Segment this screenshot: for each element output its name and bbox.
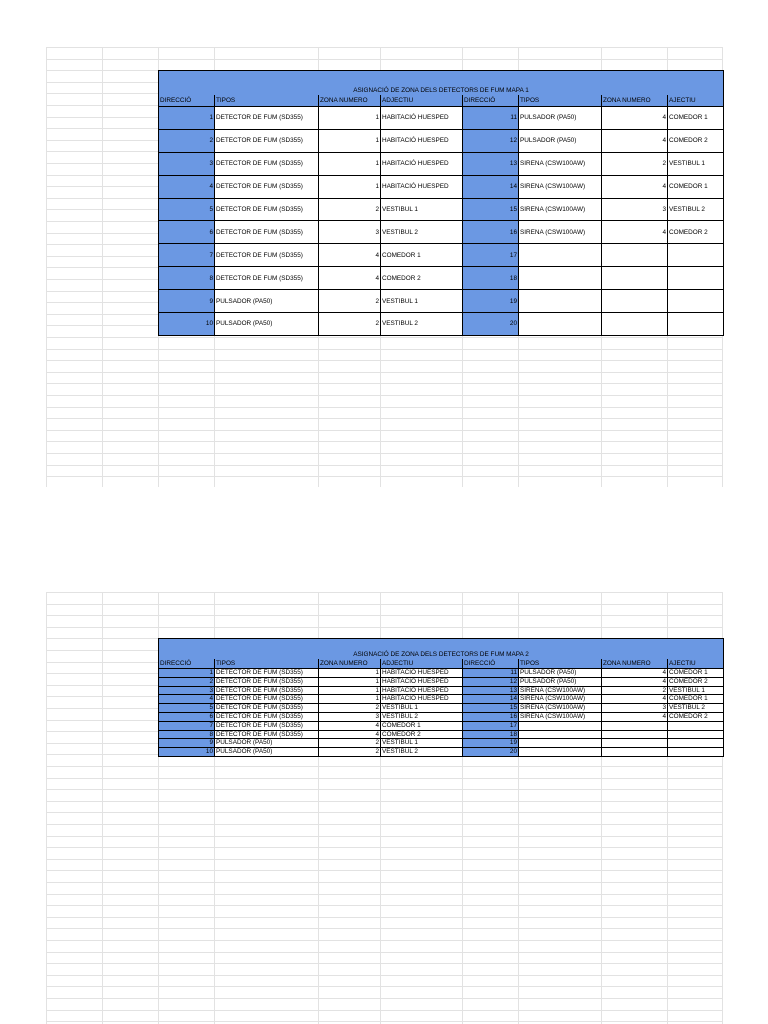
description-cell: COMEDOR 1 <box>668 695 724 704</box>
type-cell <box>519 313 602 336</box>
address-cell: 13 <box>463 152 519 175</box>
grid-row-line <box>46 1010 722 1011</box>
grid-row-line <box>46 627 722 628</box>
table-row <box>159 730 724 739</box>
zone-number-cell: 2 <box>319 739 381 748</box>
grid-row-line <box>46 940 722 941</box>
address-cell: 16 <box>463 712 519 721</box>
type-cell: DETECTOR DE FUM (SD355) <box>215 198 319 221</box>
address-cell: 13 <box>463 686 519 695</box>
table-row <box>159 244 724 267</box>
type-cell: DETECTOR DE FUM (SD355) <box>215 704 319 713</box>
grid-row-line <box>46 870 722 871</box>
type-cell: DETECTOR DE FUM (SD355) <box>215 669 319 678</box>
description-cell <box>668 267 724 290</box>
grid-row-line <box>46 615 722 616</box>
type-cell: DETECTOR DE FUM (SD355) <box>215 267 319 290</box>
zone-number-cell: 2 <box>319 290 381 313</box>
address-cell: 4 <box>159 695 215 704</box>
grid-row-line <box>46 928 722 929</box>
address-cell: 2 <box>159 129 215 152</box>
address-cell: 3 <box>159 686 215 695</box>
type-cell: SIRENA (CSW100AW) <box>519 695 602 704</box>
zone-number-cell: 4 <box>602 677 668 686</box>
description-cell: VESTIBUL 1 <box>381 290 463 313</box>
type-cell: DETECTOR DE FUM (SD355) <box>215 712 319 721</box>
description-cell: COMEDOR 1 <box>668 107 724 130</box>
header-ajectiu: AJECTIU <box>668 95 724 107</box>
type-cell: PULSADOR (PA50) <box>519 677 602 686</box>
description-cell: VESTIBUL 2 <box>381 712 463 721</box>
table-row <box>159 739 724 748</box>
zone-number-cell: 2 <box>602 152 668 175</box>
type-cell: DETECTOR DE FUM (SD355) <box>215 721 319 730</box>
grid-row-line <box>46 766 722 767</box>
description-cell: COMEDOR 1 <box>381 721 463 730</box>
description-cell: COMEDOR 1 <box>668 669 724 678</box>
description-cell <box>668 739 724 748</box>
grid-column-line <box>46 47 47 487</box>
header-zona-numero: ZONA NUMERO <box>319 95 381 107</box>
address-cell: 8 <box>159 730 215 739</box>
address-cell: 20 <box>463 313 519 336</box>
zone-number-cell: 2 <box>319 313 381 336</box>
zone-table-map-2 <box>158 638 724 757</box>
zone-number-cell <box>602 290 668 313</box>
description-cell <box>668 721 724 730</box>
type-cell: DETECTOR DE FUM (SD355) <box>215 686 319 695</box>
address-cell: 4 <box>159 175 215 198</box>
table-row <box>159 712 724 721</box>
description-cell: VESTIBUL 2 <box>381 748 463 757</box>
description-cell: HABITACIÓ HUESPED <box>381 677 463 686</box>
table-row <box>159 175 724 198</box>
zone-number-cell: 3 <box>602 704 668 713</box>
description-cell: VESTIBUL 1 <box>668 686 724 695</box>
grid-row-line <box>46 383 722 384</box>
grid-row-line <box>46 372 722 373</box>
zone-number-cell: 4 <box>319 244 381 267</box>
address-cell: 8 <box>159 267 215 290</box>
description-cell <box>668 748 724 757</box>
header-direccio-2: DIRECCIÓ <box>463 659 519 669</box>
description-cell: COMEDOR 2 <box>668 221 724 244</box>
type-cell: PULSADOR (PA50) <box>519 129 602 152</box>
type-cell <box>519 721 602 730</box>
grid-row-line <box>46 418 722 419</box>
type-cell: SIRENA (CSW100AW) <box>519 152 602 175</box>
grid-row-line <box>46 465 722 466</box>
type-cell: PULSADOR (PA50) <box>215 313 319 336</box>
address-cell: 10 <box>159 748 215 757</box>
grid-row-line <box>46 592 722 593</box>
header-tipos-2: TIPOS <box>519 659 602 669</box>
address-cell: 15 <box>463 198 519 221</box>
zone-number-cell <box>602 739 668 748</box>
address-cell: 17 <box>463 721 519 730</box>
type-cell <box>519 244 602 267</box>
address-cell: 12 <box>463 677 519 686</box>
type-cell <box>519 739 602 748</box>
table-row <box>159 267 724 290</box>
type-cell: SIRENA (CSW100AW) <box>519 221 602 244</box>
address-cell: 10 <box>159 313 215 336</box>
header-direccio: DIRECCIÓ <box>159 95 215 107</box>
zone-number-cell: 3 <box>319 712 381 721</box>
address-cell: 20 <box>463 748 519 757</box>
address-cell: 15 <box>463 704 519 713</box>
type-cell: SIRENA (CSW100AW) <box>519 712 602 721</box>
zone-number-cell: 1 <box>319 175 381 198</box>
description-cell: HABITACIÓ HUESPED <box>381 695 463 704</box>
type-cell: DETECTOR DE FUM (SD355) <box>215 730 319 739</box>
grid-row-line <box>46 824 722 825</box>
grid-row-line <box>46 59 722 60</box>
address-cell: 3 <box>159 152 215 175</box>
description-cell: VESTIBUL 1 <box>668 152 724 175</box>
address-cell: 18 <box>463 730 519 739</box>
grid-row-line <box>46 801 722 802</box>
table-row <box>159 198 724 221</box>
address-cell: 2 <box>159 677 215 686</box>
zone-number-cell <box>602 748 668 757</box>
grid-row-line <box>46 395 722 396</box>
zone-number-cell: 4 <box>602 107 668 130</box>
zone-number-cell <box>602 313 668 336</box>
grid-row-line <box>46 441 722 442</box>
zone-number-cell <box>602 721 668 730</box>
grid-row-line <box>46 847 722 848</box>
table-row <box>159 695 724 704</box>
type-cell: SIRENA (CSW100AW) <box>519 175 602 198</box>
table-row <box>159 721 724 730</box>
grid-row-line <box>46 812 722 813</box>
grid-row-line <box>46 1021 722 1022</box>
grid-row-line <box>46 453 722 454</box>
zone-number-cell: 1 <box>319 695 381 704</box>
address-cell: 7 <box>159 721 215 730</box>
grid-row-line <box>46 963 722 964</box>
header-tipos: TIPOS <box>215 95 319 107</box>
type-cell <box>519 748 602 757</box>
header-direccio-2: DIRECCIÓ <box>463 95 519 107</box>
description-cell <box>668 244 724 267</box>
address-cell: 7 <box>159 244 215 267</box>
grid-row-line <box>46 337 722 338</box>
type-cell: SIRENA (CSW100AW) <box>519 198 602 221</box>
table-row <box>159 313 724 336</box>
grid-column-line <box>102 592 103 1024</box>
zone-table-map-1 <box>158 70 724 336</box>
zone-number-cell: 4 <box>602 175 668 198</box>
zone-number-cell: 1 <box>319 677 381 686</box>
description-cell <box>668 730 724 739</box>
type-cell <box>519 267 602 290</box>
address-cell: 6 <box>159 712 215 721</box>
header-direccio: DIRECCIÓ <box>159 659 215 669</box>
type-cell: DETECTOR DE FUM (SD355) <box>215 677 319 686</box>
address-cell: 5 <box>159 198 215 221</box>
type-cell: PULSADOR (PA50) <box>519 669 602 678</box>
grid-row-line <box>46 836 722 837</box>
header-zona-numero-2: ZONA NUMERO <box>602 95 668 107</box>
grid-row-line <box>46 604 722 605</box>
description-cell: HABITACIÓ HUESPED <box>381 129 463 152</box>
type-cell: PULSADOR (PA50) <box>215 748 319 757</box>
grid-row-line <box>46 952 722 953</box>
address-cell: 12 <box>463 129 519 152</box>
zone-number-cell: 3 <box>602 198 668 221</box>
table-row <box>159 669 724 678</box>
address-cell: 19 <box>463 739 519 748</box>
description-cell: HABITACIÓ HUESPED <box>381 686 463 695</box>
address-cell: 9 <box>159 739 215 748</box>
grid-row-line <box>46 349 722 350</box>
zone-number-cell: 1 <box>319 669 381 678</box>
description-cell: VESTIBUL 2 <box>381 221 463 244</box>
grid-row-line <box>46 430 722 431</box>
grid-row-line <box>46 986 722 987</box>
table-title: ASIGNACIÓ DE ZONA DELS DETECTORS DE FUM MAPA 1 <box>159 71 724 96</box>
table-row <box>159 221 724 244</box>
type-cell: DETECTOR DE FUM (SD355) <box>215 221 319 244</box>
description-cell: COMEDOR 1 <box>381 244 463 267</box>
grid-row-line <box>46 894 722 895</box>
grid-row-line <box>46 778 722 779</box>
type-cell <box>519 730 602 739</box>
address-cell: 11 <box>463 669 519 678</box>
zone-number-cell <box>602 244 668 267</box>
description-cell: HABITACIÓ HUESPED <box>381 175 463 198</box>
zone-number-cell: 4 <box>602 695 668 704</box>
header-adjectiu: ADJECTIU <box>381 95 463 107</box>
zone-number-cell: 4 <box>319 730 381 739</box>
table-title: ASIGNACIÓ DE ZONA DELS DETECTORS DE FUM MAPA 2 <box>159 639 724 660</box>
grid-row-line <box>46 882 722 883</box>
description-cell: HABITACIÓ HUESPED <box>381 669 463 678</box>
address-cell: 1 <box>159 107 215 130</box>
grid-row-line <box>46 905 722 906</box>
type-cell: PULSADOR (PA50) <box>215 290 319 313</box>
zone-number-cell: 4 <box>602 669 668 678</box>
grid-row-line <box>46 917 722 918</box>
type-cell: DETECTOR DE FUM (SD355) <box>215 129 319 152</box>
header-zona-numero-2: ZONA NUMERO <box>602 659 668 669</box>
zone-number-cell: 1 <box>319 129 381 152</box>
description-cell: HABITACIÓ HUESPED <box>381 152 463 175</box>
grid-row-line <box>46 789 722 790</box>
address-cell: 6 <box>159 221 215 244</box>
description-cell: COMEDOR 2 <box>668 712 724 721</box>
description-cell: COMEDOR 2 <box>381 267 463 290</box>
description-cell: VESTIBUL 2 <box>381 313 463 336</box>
zone-number-cell: 1 <box>319 152 381 175</box>
header-tipos: TIPOS <box>215 659 319 669</box>
header-zona-numero: ZONA NUMERO <box>319 659 381 669</box>
zone-number-cell: 4 <box>319 267 381 290</box>
type-cell: SIRENA (CSW100AW) <box>519 704 602 713</box>
type-cell: DETECTOR DE FUM (SD355) <box>215 107 319 130</box>
address-cell: 19 <box>463 290 519 313</box>
address-cell: 17 <box>463 244 519 267</box>
header-ajectiu: AJECTIU <box>668 659 724 669</box>
address-cell: 9 <box>159 290 215 313</box>
zone-number-cell: 3 <box>319 221 381 244</box>
grid-row-line <box>46 360 722 361</box>
type-cell: DETECTOR DE FUM (SD355) <box>215 175 319 198</box>
description-cell: COMEDOR 2 <box>668 677 724 686</box>
address-cell: 18 <box>463 267 519 290</box>
description-cell <box>668 290 724 313</box>
description-cell: VESTIBUL 2 <box>668 198 724 221</box>
table-row <box>159 704 724 713</box>
address-cell: 5 <box>159 704 215 713</box>
table-row <box>159 107 724 130</box>
grid-column-line <box>46 592 47 1024</box>
address-cell: 1 <box>159 669 215 678</box>
description-cell: VESTIBUL 1 <box>381 704 463 713</box>
type-cell <box>519 290 602 313</box>
zone-number-cell: 4 <box>602 221 668 244</box>
zone-number-cell: 2 <box>319 748 381 757</box>
description-cell: COMEDOR 1 <box>668 175 724 198</box>
zone-number-cell: 4 <box>602 712 668 721</box>
table-row <box>159 677 724 686</box>
table-row <box>159 129 724 152</box>
zone-number-cell: 4 <box>319 721 381 730</box>
type-cell: SIRENA (CSW100AW) <box>519 686 602 695</box>
type-cell: DETECTOR DE FUM (SD355) <box>215 244 319 267</box>
type-cell: DETECTOR DE FUM (SD355) <box>215 695 319 704</box>
grid-column-line <box>102 47 103 487</box>
description-cell: HABITACIÓ HUESPED <box>381 107 463 130</box>
description-cell <box>668 313 724 336</box>
zone-number-cell: 4 <box>602 129 668 152</box>
type-cell: PULSADOR (PA50) <box>215 739 319 748</box>
zone-number-cell: 2 <box>319 198 381 221</box>
grid-row-line <box>46 476 722 477</box>
zone-number-cell <box>602 267 668 290</box>
address-cell: 14 <box>463 695 519 704</box>
grid-row-line <box>46 47 722 48</box>
address-cell: 14 <box>463 175 519 198</box>
header-tipos-2: TIPOS <box>519 95 602 107</box>
address-cell: 11 <box>463 107 519 130</box>
grid-row-line <box>46 975 722 976</box>
zone-number-cell: 2 <box>602 686 668 695</box>
description-cell: VESTIBUL 1 <box>381 739 463 748</box>
grid-row-line <box>46 998 722 999</box>
table-row <box>159 290 724 313</box>
header-adjectiu: ADJECTIU <box>381 659 463 669</box>
type-cell: DETECTOR DE FUM (SD355) <box>215 152 319 175</box>
table-row <box>159 748 724 757</box>
zone-number-cell: 1 <box>319 686 381 695</box>
zone-number-cell: 1 <box>319 107 381 130</box>
zone-number-cell <box>602 730 668 739</box>
description-cell: COMEDOR 2 <box>668 129 724 152</box>
description-cell: VESTIBUL 1 <box>381 198 463 221</box>
table-row <box>159 152 724 175</box>
type-cell: PULSADOR (PA50) <box>519 107 602 130</box>
zone-number-cell: 2 <box>319 704 381 713</box>
grid-row-line <box>46 407 722 408</box>
grid-row-line <box>46 859 722 860</box>
description-cell: VESTIBUL 2 <box>668 704 724 713</box>
description-cell: COMEDOR 2 <box>381 730 463 739</box>
table-row <box>159 686 724 695</box>
address-cell: 16 <box>463 221 519 244</box>
